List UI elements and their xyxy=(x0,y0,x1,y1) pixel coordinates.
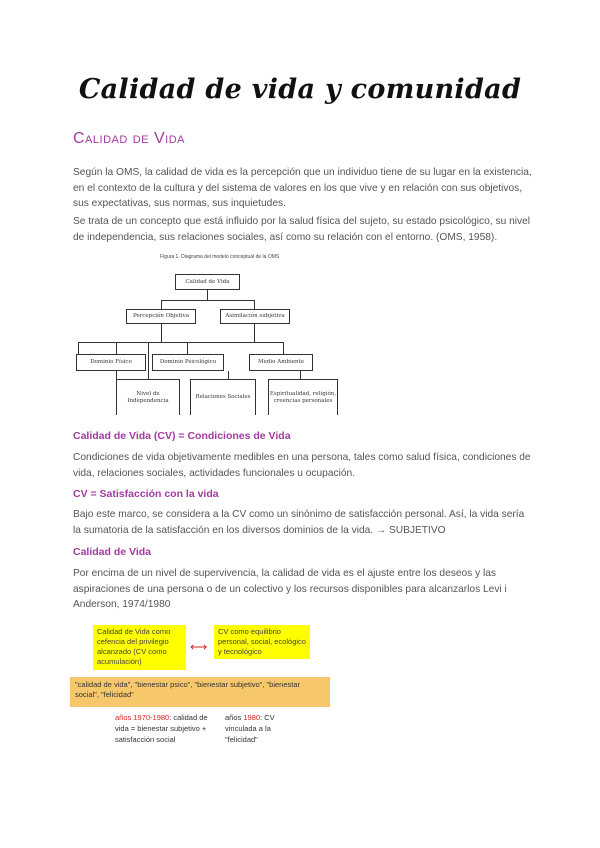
subheading-quality: Calidad de Vida xyxy=(73,546,151,558)
paragraph-conditions: Condiciones de vida objetivamente medibles en una persona, tales como salud física, condiciones de vida, relaciones sociales, actividades funcionales u ocupación. xyxy=(73,452,531,479)
note-right-prefix: años xyxy=(225,713,244,722)
diagram-caption: Figura 1. Diagrama del modelo conceptual de la OMS xyxy=(160,254,280,260)
note-1980 xyxy=(225,712,295,745)
subheading-conditions: Calidad de Vida (CV) = Condiciones de Vida xyxy=(73,430,291,442)
section-heading: Calidad de Vida xyxy=(73,130,185,147)
diagram-node-subjective: Asimilación subjetiva xyxy=(220,309,290,324)
paragraph-satisfaction: Bajo este marco, se considera a la CV como un sinónimo de satisfacción personal. Así, la vida sería la sumatoria de la satisfacción en los diversos dominios de la vida. → SUBJETIVO xyxy=(73,509,525,536)
highlight-terms-banner: "calidad de vida", "bienestar psico", "bienestar subjetivo", "bienestar social", "felicidad" xyxy=(70,677,330,707)
note-left-text: : calidad de vida = bienestar subjetivo + satisfacción social xyxy=(115,713,208,744)
note-left-years: años 1970-1980 xyxy=(115,713,170,722)
diagram-node-root: Calidad de Vida xyxy=(175,274,240,290)
highlight-accumulation: Calidad de Vida como cefencia del privilegio alcanzado (CV como acumulación) xyxy=(93,625,186,670)
diagram-node-physical: Dominio Físico xyxy=(76,354,146,371)
paragraph-influences: Se trata de un concepto que está influido por la salud física del sujeto, su estado psicológico, su nivel de independencia, sus relaciones sociales, así como su relación con el entorno. (OMS, 1958). xyxy=(73,216,531,243)
diagram-node-spirituality: Espiritualidad, religión, creencias personales xyxy=(268,379,338,415)
note-right-text: : CV vinculada a la "felicidad" xyxy=(225,713,275,744)
page-title: Calidad de vida y comunidad xyxy=(78,74,522,105)
double-arrow-icon: ⟷ xyxy=(190,640,208,654)
highlight-equilibrium: CV como equilibrio personal, social, ecológico y tecnológico xyxy=(214,625,310,659)
diagram-node-independence: Nivel de Independencia xyxy=(116,379,180,415)
paragraph-adjustment: Por encima de un nivel de supervivencia, la calidad de vida es el ajuste entre los deseos y las aspiraciones de una persona o de un colectivo y los recursos disponibles para alcanzarlos Levi i Anderson, 1974/1980 xyxy=(73,568,507,610)
subheading-satisfaction: CV = Satisfacción con la vida xyxy=(73,488,219,500)
concept-diagram xyxy=(68,252,338,415)
diagram-node-environment: Medio Ambiente xyxy=(249,354,313,371)
diagram-node-objective: Percepción Objetiva xyxy=(126,309,196,324)
note-right-year: 1980 xyxy=(243,713,261,722)
diagram-node-social: Relaciones Sociales xyxy=(190,379,256,415)
note-1970-1980 xyxy=(115,712,215,745)
diagram-node-psychological: Dominio Psicológico xyxy=(152,354,224,371)
paragraph-definition: Según la OMS, la calidad de vida es la percepción que un individuo tiene de su lugar en la existencia, en el contexto de la cultura y del sistema de valores en los que vive y en relación con sus objetivos, sus expectativas, sus normas, sus inquietudes. xyxy=(73,167,532,209)
